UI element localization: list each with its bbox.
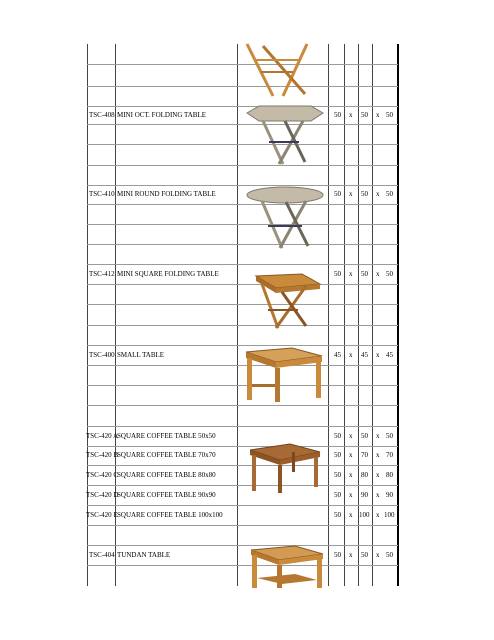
square-coffee-table-icon: [246, 440, 322, 494]
row-rule: [87, 264, 398, 265]
dim-separator: x: [376, 270, 380, 278]
dim-separator: x: [349, 451, 353, 459]
round-folding-table-icon: [246, 186, 324, 250]
dim-separator: x: [349, 111, 353, 119]
row-rule: [87, 165, 398, 166]
dim-separator: x: [349, 511, 353, 519]
dim-width: 50: [361, 551, 368, 559]
dim-width: 50: [361, 190, 368, 198]
row-rule: [87, 325, 398, 326]
dim-width: 100: [359, 511, 370, 519]
dim-depth: 100: [384, 511, 395, 519]
dim-height: 45: [334, 351, 341, 359]
dim-separator: x: [376, 471, 380, 479]
dim-height: 50: [334, 471, 341, 479]
row-rule: [87, 565, 398, 566]
item-code: TSC-420 C: [86, 471, 119, 479]
dim-width: 50: [361, 111, 368, 119]
row-rule: [87, 204, 398, 205]
item-code: TSC-420 A: [86, 432, 119, 440]
dim-separator: x: [349, 190, 353, 198]
dim-height: 50: [334, 190, 341, 198]
dim-depth: 50: [386, 190, 393, 198]
dim-height: 50: [334, 551, 341, 559]
dim-height: 50: [334, 270, 341, 278]
item-code: TSC-408: [89, 111, 115, 119]
item-name: SQUARE COFFEE TABLE 50x50: [117, 432, 216, 440]
item-code: TSC-400: [89, 351, 115, 359]
row-rule: [87, 185, 398, 186]
row-rule: [87, 304, 398, 305]
item-code: TSC-412: [89, 270, 115, 278]
row-rule: [87, 465, 398, 466]
row-rule: [87, 244, 398, 245]
item-code: TSC-420 E: [86, 511, 118, 519]
row-rule: [87, 144, 398, 145]
item-name: MINI ROUND FOLDING TABLE: [117, 190, 216, 198]
item-code: TSC-420 B: [86, 451, 119, 459]
item-name: SQUARE COFFEE TABLE 90x90: [117, 491, 216, 499]
row-rule: [87, 426, 398, 427]
row-rule: [87, 545, 398, 546]
row-rule: [87, 505, 398, 506]
item-name: SQUARE COFFEE TABLE 100x100: [117, 511, 223, 519]
item-name: MINI OCT. FOLDING TABLE: [117, 111, 207, 119]
row-rule: [87, 284, 398, 285]
dim-height: 50: [334, 491, 341, 499]
dim-separator: x: [349, 432, 353, 440]
dim-height: 50: [334, 111, 341, 119]
dim-height: 50: [334, 432, 341, 440]
dim-width: 50: [361, 432, 368, 440]
row-rule: [87, 446, 398, 447]
dim-separator: x: [349, 471, 353, 479]
dim-depth: 50: [386, 270, 393, 278]
dim-separator: x: [376, 111, 380, 119]
dim-height: 50: [334, 511, 341, 519]
item-name: SQUARE COFFEE TABLE 80x80: [117, 471, 216, 479]
octagonal-folding-table-icon: [245, 104, 325, 166]
row-rule: [87, 405, 398, 406]
dim-depth: 50: [386, 432, 393, 440]
dim-depth: 50: [386, 111, 393, 119]
dim-separator: x: [376, 551, 380, 559]
dim-separator: x: [376, 432, 380, 440]
dim-width: 70: [361, 451, 368, 459]
small-table-icon: [242, 346, 324, 402]
dim-depth: 45: [386, 351, 393, 359]
row-rule: [87, 224, 398, 225]
dim-width: 90: [361, 491, 368, 499]
dim-separator: x: [349, 351, 353, 359]
item-name: TUNDAN TABLE: [117, 551, 171, 559]
row-rule: [87, 106, 398, 107]
dim-separator: x: [376, 491, 380, 499]
dim-depth: 90: [386, 491, 393, 499]
dim-height: 50: [334, 451, 341, 459]
row-rule: [87, 485, 398, 486]
dim-separator: x: [376, 451, 380, 459]
item-code: TSC-420 D: [86, 491, 119, 499]
item-name: SMALL TABLE: [117, 351, 165, 359]
item-name: MINI SQUARE FOLDING TABLE: [117, 270, 219, 278]
folding-table-fragment-icon: [243, 44, 315, 98]
dim-depth: 80: [386, 471, 393, 479]
dim-width: 45: [361, 351, 368, 359]
dim-width: 80: [361, 471, 368, 479]
dim-width: 50: [361, 270, 368, 278]
dim-separator: x: [349, 551, 353, 559]
row-rule: [87, 124, 398, 125]
dim-separator: x: [349, 270, 353, 278]
dim-separator: x: [376, 351, 380, 359]
dim-depth: 70: [386, 451, 393, 459]
tundan-table-icon: [245, 544, 325, 588]
dim-separator: x: [376, 190, 380, 198]
square-folding-table-icon: [246, 270, 322, 332]
item-code: TSC-404: [89, 551, 115, 559]
dim-depth: 50: [386, 551, 393, 559]
dim-separator: x: [376, 511, 380, 519]
item-name: SQUARE COFFEE TABLE 70x70: [117, 451, 216, 459]
dim-separator: x: [349, 491, 353, 499]
item-code: TSC-410: [89, 190, 115, 198]
row-rule: [87, 525, 398, 526]
